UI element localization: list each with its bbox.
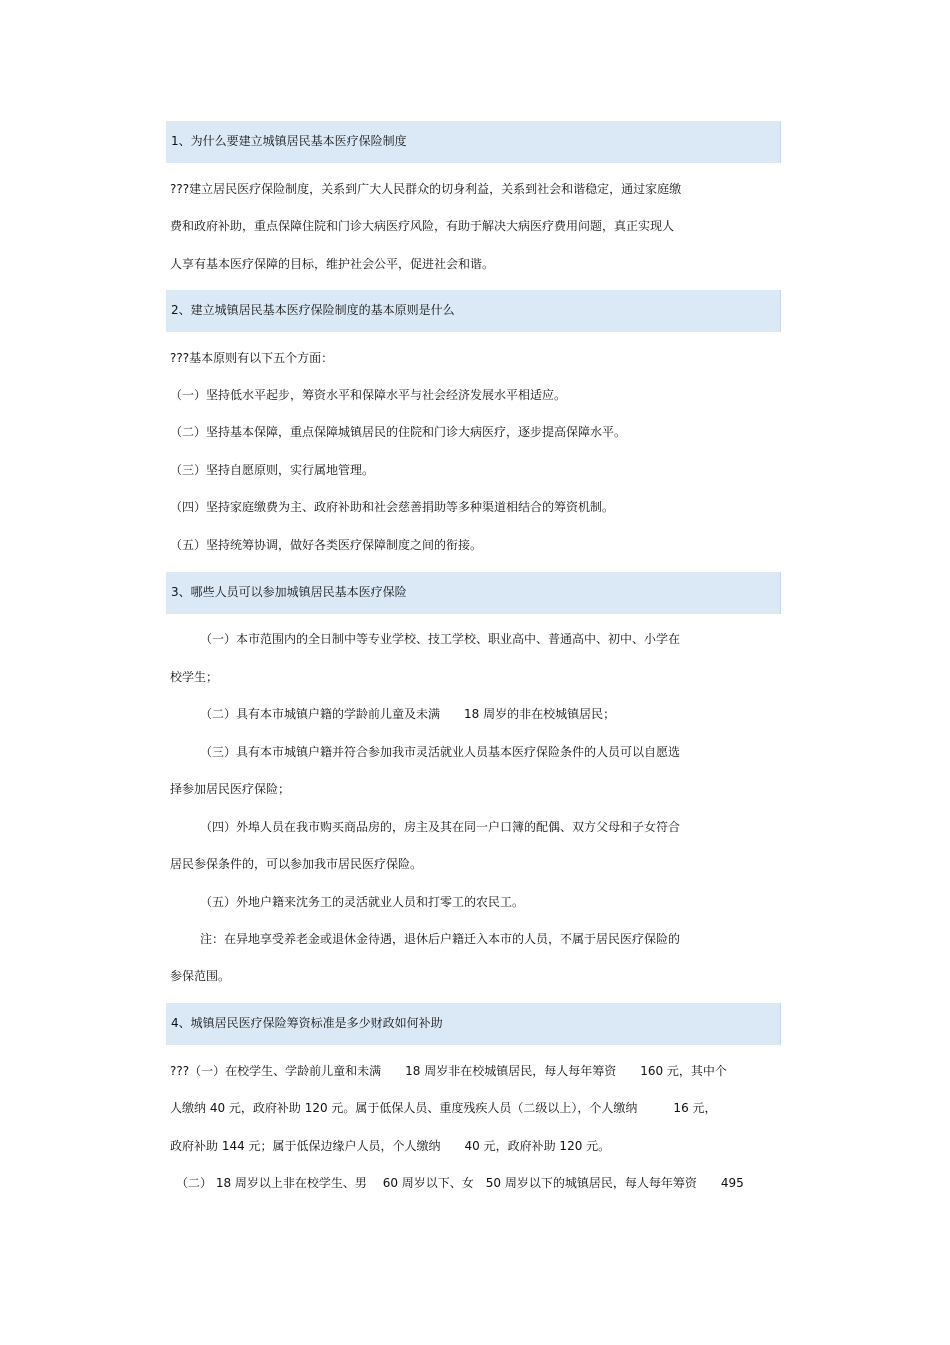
paragraph-line: 费和政府补助，重点保障住院和门诊大病医疗风险，有助于解决大病医疗费用问题，真正实现人 xyxy=(170,219,675,233)
section-heading: 1、为什么要建立城镇居民基本医疗保险制度 xyxy=(171,134,407,148)
section-heading-bar xyxy=(166,572,781,614)
paragraph-line: ???基本原则有以下五个方面： xyxy=(170,351,334,365)
list-item: （五）外地户籍来沈务工的灵活就业人员和打零工的农民工。 xyxy=(200,895,525,909)
list-item: （三）具有本市城镇户籍并符合参加我市灵活就业人员基本医疗保险条件的人员可以自愿选 xyxy=(200,745,681,759)
paragraph-line: 参保范围。 xyxy=(170,969,231,983)
section-heading: 4、城镇居民医疗保险筹资标准是多少财政如何补助 xyxy=(171,1016,443,1030)
note-line: 注：在异地享受养老金或退休金待遇，退休后户籍迁入本市的人员，不属于居民医疗保险的 xyxy=(200,932,681,946)
list-item: （四）坚持家庭缴费为主、政府补助和社会慈善捐助等多种渠道相结合的筹资机制。 xyxy=(170,500,615,514)
paragraph-line: 政府补助 144 元；属于低保边缘户人员，个人缴纳 40 元，政府补助 120 元。 xyxy=(170,1139,611,1153)
paragraph-line: 居民参保条件的，可以参加我市居民医疗保险。 xyxy=(170,857,423,871)
list-item: （二）具有本市城镇户籍的学龄前儿童及未满 18 周岁的非在校城镇居民； xyxy=(200,707,616,721)
list-item: （一）本市范围内的全日制中等专业学校、技工学校、职业高中、普通高中、初中、小学在 xyxy=(200,632,681,646)
section-heading-bar xyxy=(166,121,781,163)
list-item: （二）坚持基本保障，重点保障城镇居民的住院和门诊大病医疗，逐步提高保障水平。 xyxy=(170,425,627,439)
paragraph-line: 人缴纳 40 元，政府补助 120 元。属于低保人员、重度残疾人员（二级以上），个人缴纳 16 元， xyxy=(170,1101,717,1115)
paragraph-line: 择参加居民医疗保险； xyxy=(170,782,291,796)
list-item: （一）坚持低水平起步，筹资水平和保障水平与社会经济发展水平相适应。 xyxy=(170,388,567,402)
paragraph-line: 校学生； xyxy=(170,670,219,684)
section-heading-bar xyxy=(166,1003,781,1045)
list-item: （三）坚持自愿原则，实行属地管理。 xyxy=(170,463,375,477)
paragraph-line: ???建立居民医疗保险制度，关系到广大人民群众的切身利益，关系到社会和谐稳定，通过家庭缴 xyxy=(170,182,682,196)
paragraph-line: 人享有基本医疗保障的目标，维护社会公平，促进社会和谐。 xyxy=(170,257,495,271)
section-heading: 2、建立城镇居民基本医疗保险制度的基本原则是什么 xyxy=(171,303,455,317)
list-item: （五）坚持统筹协调，做好各类医疗保障制度之间的衔接。 xyxy=(170,538,483,552)
paragraph-line: （二） 18 周岁以上非在校学生、男 60 周岁以下、女 50 周岁以下的城镇居民，每人每年筹资 495 xyxy=(176,1176,744,1190)
list-item: （四）外埠人员在我市购买商品房的，房主及其在同一户口簿的配偶、双方父母和子女符合 xyxy=(200,820,681,834)
section-heading: 3、哪些人员可以参加城镇居民基本医疗保险 xyxy=(171,585,407,599)
paragraph-line: ???（一）在校学生、学龄前儿童和未满 18 周岁非在校城镇居民，每人每年筹资 160 元，其中个 xyxy=(170,1064,727,1078)
section-heading-bar xyxy=(166,290,781,332)
